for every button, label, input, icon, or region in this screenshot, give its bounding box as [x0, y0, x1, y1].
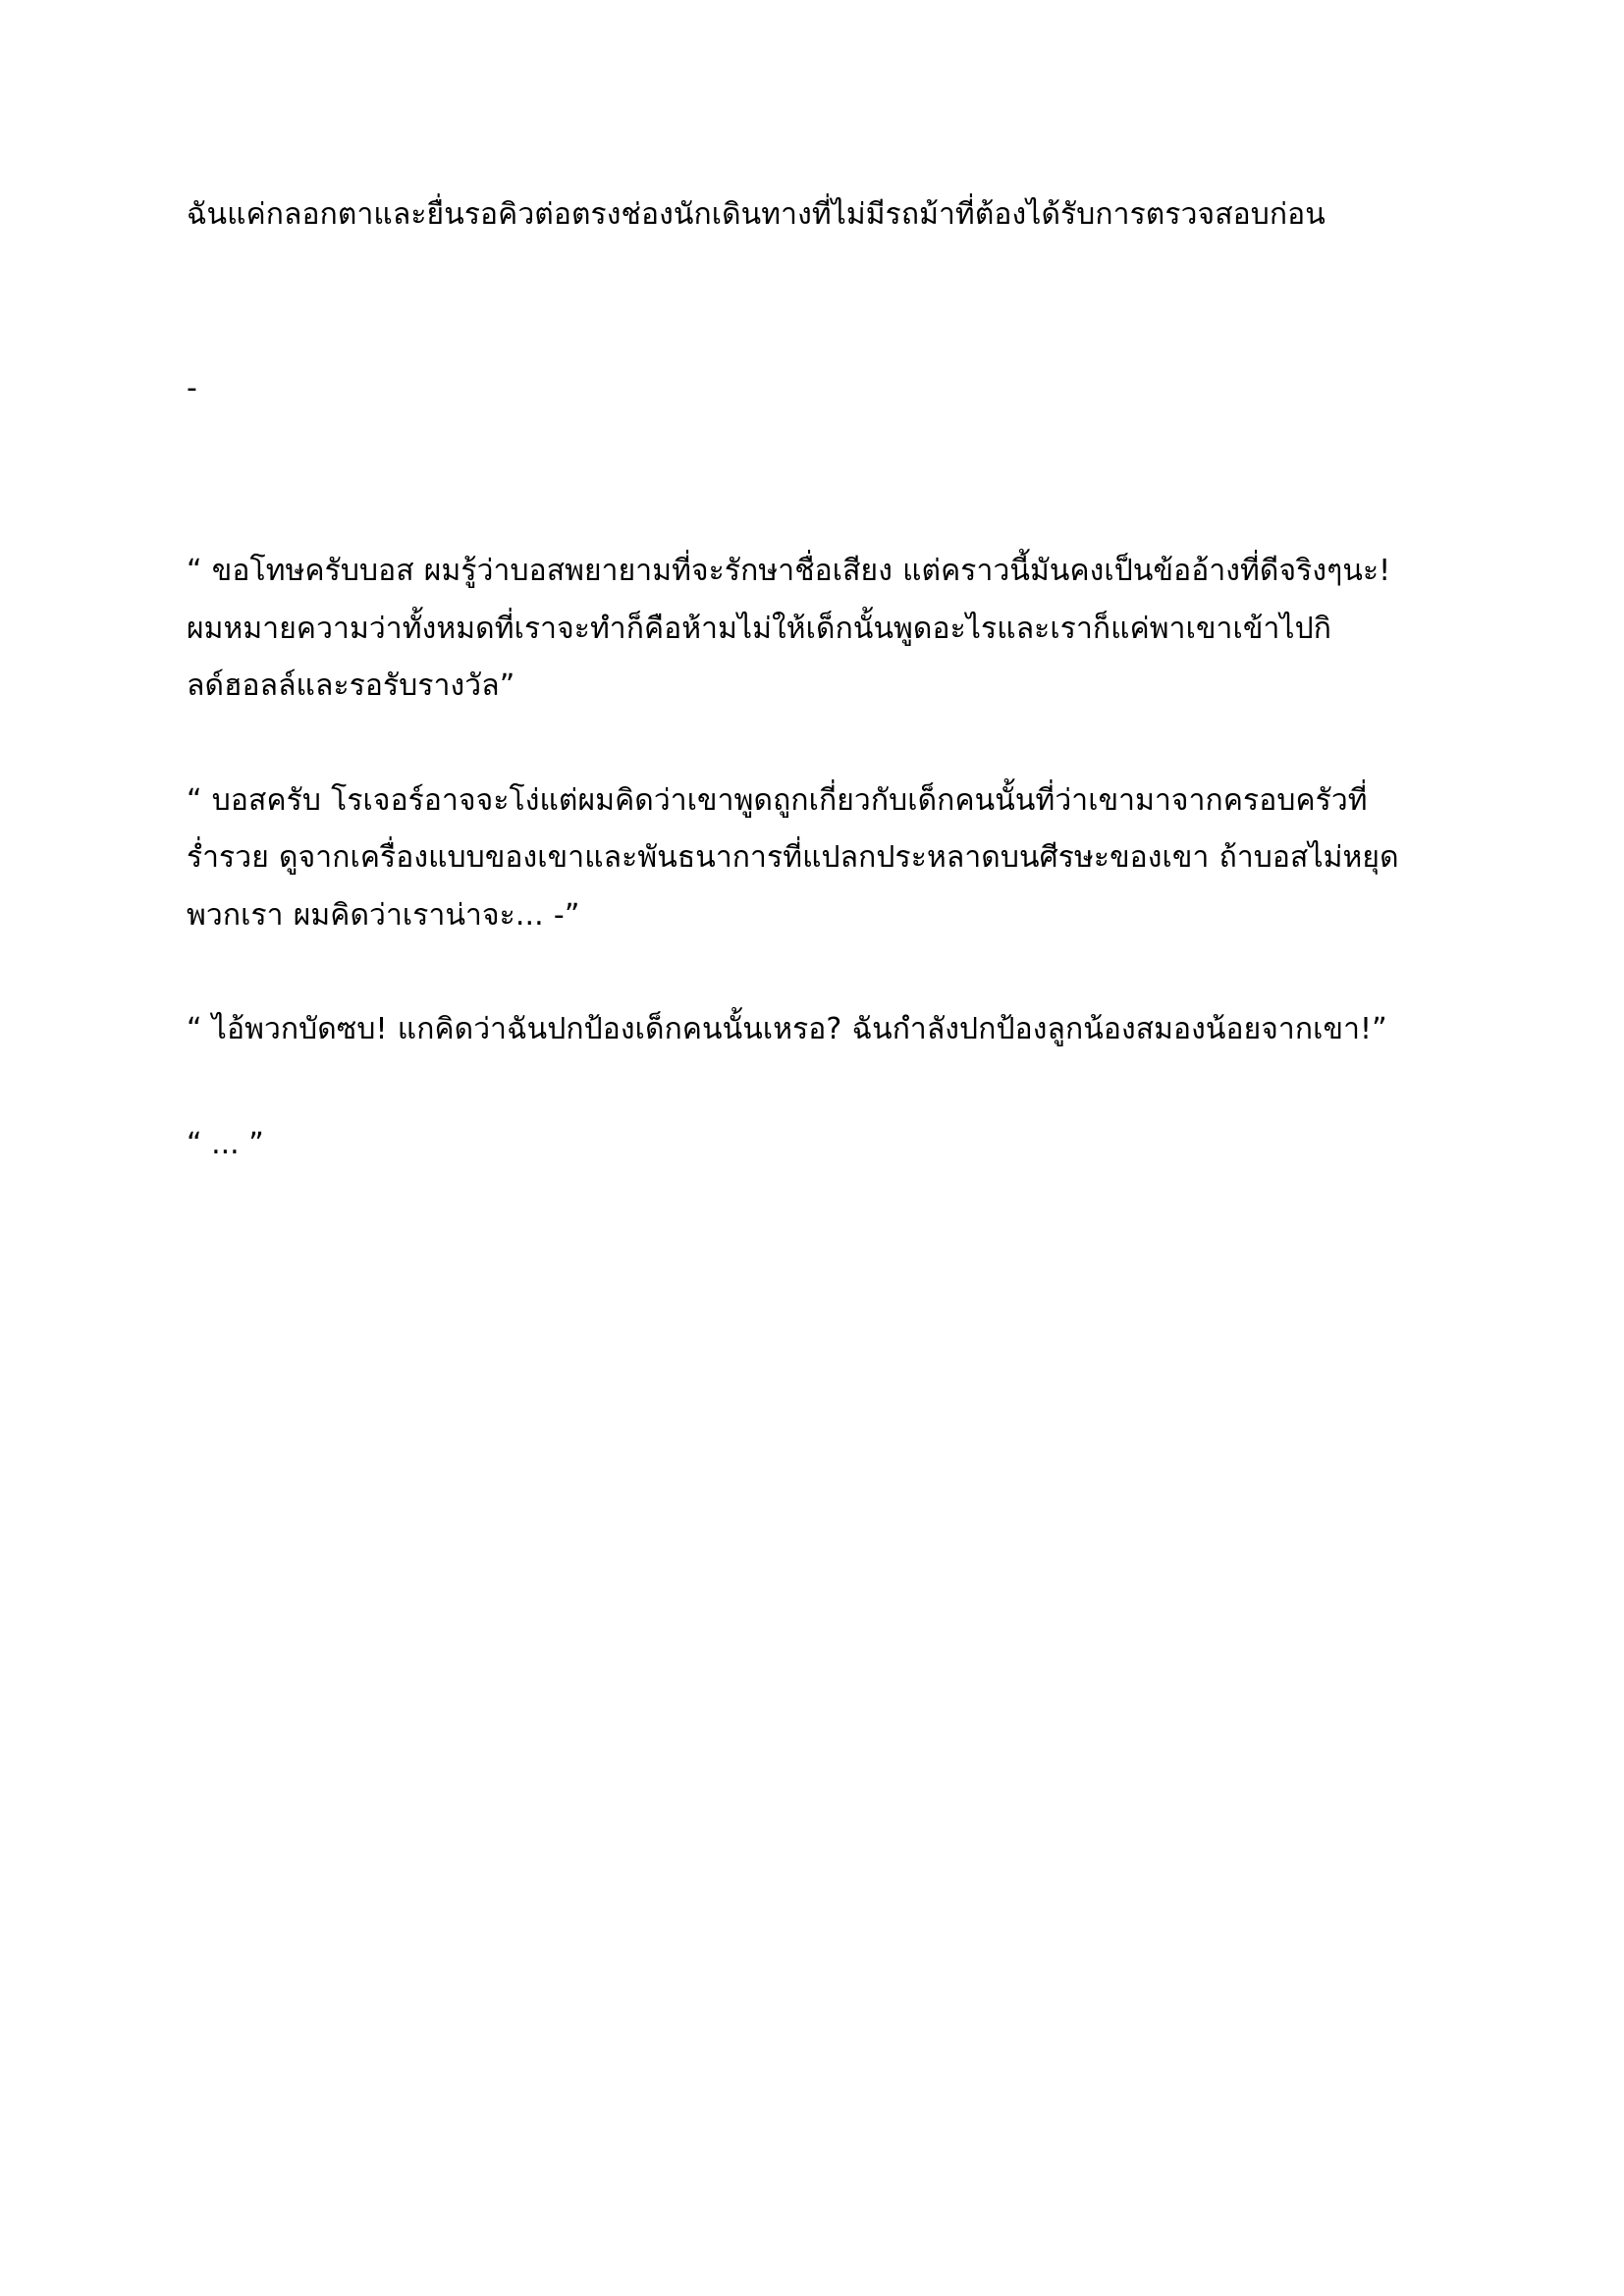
paragraph-3: “ ขอโทษครับบอส ผมรู้ว่าบอสพยายามที่จะรักษาชื่อเสียง แต่คราวนี้มันคงเป็นข้ออ้างที่ดีจริงๆนะ! ผมหมายความว่าทั้งหมดที่เราจะทำก็คือห้ามไม่ให้เด็กนั้นพูดอะไรและเราก็แค่พาเขาเข้าไปกิลด์ฮอลล์และรอรับรางวัล” [187, 554, 1391, 703]
paragraph-4: “ บอสครับ โรเจอร์อาจจะโง่แต่ผมคิดว่าเขาพูดถูกเกี่ยวกับเด็กคนนั้นที่ว่าเขามาจากครอบครัวที่ร่ำรวย ดูจากเครื่องแบบของเขาและพันธนาการที่แปลกประหลาดบนศีรษะของเขา ถ้าบอสไม่หยุดพวกเรา ผมคิดว่าเราน่าจะ... -” [187, 782, 1399, 933]
paragraph-spacer [187, 417, 1434, 543]
paragraph-spacer [187, 944, 1434, 1001]
paragraph-spacer [187, 244, 1434, 360]
document-body [187, 187, 1434, 1173]
paragraph-1: ฉันแค่กลอกตาและยื่นรอคิวต่อตรงช่องนักเดินทางที่ไม่มีรถม้าที่ต้องได้รับการตรวจสอบก่อน [187, 197, 1326, 232]
paragraph-2: - [187, 370, 197, 405]
paragraph-5: “ ไอ้พวกบัดซบ! แกคิดว่าฉันปกป้องเด็กคนนั้นเหรอ? ฉันกำลังปกป้องลูกน้องสมองน้อยจากเขา!” [187, 1012, 1387, 1046]
paragraph-6: “ ... ” [187, 1126, 264, 1161]
paragraph-spacer [187, 716, 1434, 773]
paragraph-spacer [187, 1059, 1434, 1116]
